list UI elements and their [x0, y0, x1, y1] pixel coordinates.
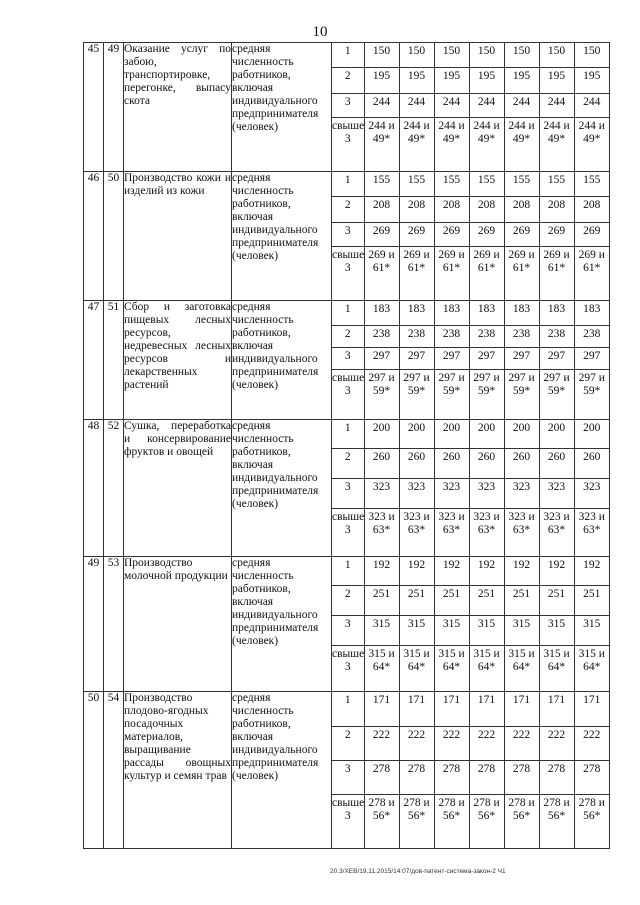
rate-value: 323 и 63* — [469, 508, 504, 556]
group-values-table — [332, 43, 609, 171]
rate-value: 208 — [434, 196, 469, 222]
rate-value: 278 и 56* — [434, 794, 469, 848]
rate-value: 260 — [399, 448, 434, 478]
physical-indicator: средняя численность работников, включая индивидуального предпринимателя (человек) — [232, 301, 332, 420]
table-row — [84, 172, 610, 301]
row-index: 50 — [84, 692, 104, 849]
activity-code: 54 — [104, 692, 124, 849]
rate-value: 208 — [399, 196, 434, 222]
rate-value: 155 — [469, 172, 504, 196]
rate-value: 192 — [469, 557, 504, 585]
rate-value: 244 — [364, 93, 399, 117]
employee-count-label: 2 — [332, 67, 364, 93]
rate-value: 155 — [434, 172, 469, 196]
activity-code: 53 — [104, 557, 124, 692]
rate-value: 238 — [364, 325, 399, 347]
rate-value: 150 — [469, 43, 504, 67]
rate-value: 183 — [399, 301, 434, 325]
employee-count-label: свыше 3 — [332, 645, 364, 691]
activity-code: 49 — [104, 43, 124, 172]
group-row — [332, 557, 609, 585]
table-row — [84, 301, 610, 420]
rate-value: 222 — [434, 726, 469, 760]
rate-value: 260 — [539, 448, 574, 478]
rate-value: 323 — [399, 478, 434, 508]
group-values-table — [332, 692, 609, 848]
group-row — [332, 301, 609, 325]
rate-value: 150 — [504, 43, 539, 67]
rate-value: 278 — [539, 760, 574, 794]
rate-value: 323 — [434, 478, 469, 508]
rate-value: 269 и 61* — [434, 246, 469, 300]
employee-count-label: 2 — [332, 196, 364, 222]
rate-value: 269 и 61* — [364, 246, 399, 300]
rate-value: 208 — [469, 196, 504, 222]
rate-value: 244 — [539, 93, 574, 117]
row-index: 49 — [84, 557, 104, 692]
rate-value: 278 и 56* — [399, 794, 434, 848]
rate-value: 208 — [574, 196, 609, 222]
rate-value: 315 — [574, 615, 609, 645]
rate-value: 200 — [539, 420, 574, 448]
employee-groups-cell — [332, 301, 610, 420]
rate-value: 238 — [574, 325, 609, 347]
rate-value: 323 и 63* — [574, 508, 609, 556]
group-row — [332, 117, 609, 171]
rate-value: 297 и 59* — [399, 369, 434, 419]
rate-value: 315 и 64* — [539, 645, 574, 691]
activity-name: Сбор и заготовка пищевых лесных ресурсов, недревесных лесных ресурсов и лекарственных растений — [124, 301, 232, 420]
employee-count-label: 1 — [332, 43, 364, 67]
tax-rates-table — [83, 42, 610, 849]
physical-indicator: средняя численность работников, включая индивидуального предпринимателя (человек) — [232, 420, 332, 557]
rate-value: 297 и 59* — [504, 369, 539, 419]
group-row — [332, 692, 609, 726]
rate-value: 150 — [574, 43, 609, 67]
employee-count-label: 3 — [332, 222, 364, 246]
rate-value: 323 — [504, 478, 539, 508]
rate-value: 278 — [434, 760, 469, 794]
rate-value: 251 — [574, 585, 609, 615]
rate-value: 269 и 61* — [504, 246, 539, 300]
rate-value: 260 — [469, 448, 504, 478]
rate-value: 200 — [399, 420, 434, 448]
employee-count-label: 1 — [332, 557, 364, 585]
table-row — [84, 43, 610, 172]
rate-value: 251 — [434, 585, 469, 615]
employee-groups-cell — [332, 420, 610, 557]
rate-value: 315 — [504, 615, 539, 645]
employee-count-label: 2 — [332, 325, 364, 347]
employee-count-label: 2 — [332, 585, 364, 615]
rate-value: 200 — [434, 420, 469, 448]
employee-groups-cell — [332, 43, 610, 172]
rate-value: 315 — [364, 615, 399, 645]
rate-value: 297 — [539, 347, 574, 369]
rate-value: 222 — [504, 726, 539, 760]
rate-value: 315 и 64* — [504, 645, 539, 691]
rate-value: 183 — [364, 301, 399, 325]
rate-value: 315 — [434, 615, 469, 645]
activity-name: Производство плодово-ягодных посадочных материалов, выращивание рассады овощных культур и семян трав — [124, 692, 232, 849]
rate-value: 192 — [399, 557, 434, 585]
rate-value: 208 — [504, 196, 539, 222]
rate-value: 278 — [469, 760, 504, 794]
group-row — [332, 478, 609, 508]
employee-count-label: 2 — [332, 726, 364, 760]
rate-value: 315 и 64* — [399, 645, 434, 691]
rate-value: 200 — [469, 420, 504, 448]
rate-value: 251 — [539, 585, 574, 615]
rate-value: 244 — [469, 93, 504, 117]
rate-value: 278 и 56* — [504, 794, 539, 848]
rate-value: 183 — [434, 301, 469, 325]
rate-value: 278 — [574, 760, 609, 794]
table-row — [84, 420, 610, 557]
rate-value: 315 — [399, 615, 434, 645]
rate-value: 297 — [399, 347, 434, 369]
rate-value: 297 — [504, 347, 539, 369]
rate-value: 251 — [469, 585, 504, 615]
employee-count-label: 1 — [332, 301, 364, 325]
physical-indicator: средняя численность работников, включая индивидуального предпринимателя (человек) — [232, 172, 332, 301]
rate-value: 183 — [504, 301, 539, 325]
rate-value: 150 — [399, 43, 434, 67]
rate-value: 244 и 49* — [469, 117, 504, 171]
group-row — [332, 420, 609, 448]
physical-indicator: средняя численность работников, включая индивидуального предпринимателя (человек) — [232, 692, 332, 849]
rate-value: 323 — [364, 478, 399, 508]
activity-name: Производство кожи и изделий из кожи — [124, 172, 232, 301]
table-row — [84, 692, 610, 849]
rate-value: 192 — [434, 557, 469, 585]
rate-value: 150 — [364, 43, 399, 67]
group-row — [332, 325, 609, 347]
rate-value: 244 и 49* — [434, 117, 469, 171]
employee-groups-cell — [332, 692, 610, 849]
rate-value: 222 — [539, 726, 574, 760]
rate-value: 297 и 59* — [539, 369, 574, 419]
rate-value: 269 и 61* — [399, 246, 434, 300]
rate-value: 244 и 49* — [399, 117, 434, 171]
table-row — [84, 557, 610, 692]
rate-value: 183 — [539, 301, 574, 325]
group-row — [332, 794, 609, 848]
rate-value: 269 — [504, 222, 539, 246]
rate-value: 195 — [364, 67, 399, 93]
rate-value: 183 — [574, 301, 609, 325]
rate-value: 200 — [364, 420, 399, 448]
employee-count-label: 3 — [332, 615, 364, 645]
rate-value: 192 — [504, 557, 539, 585]
rate-value: 278 — [399, 760, 434, 794]
rate-value: 238 — [434, 325, 469, 347]
rate-value: 323 и 63* — [399, 508, 434, 556]
rate-value: 260 — [504, 448, 539, 478]
rate-value: 278 — [504, 760, 539, 794]
employee-count-label: 1 — [332, 692, 364, 726]
rate-value: 244 и 49* — [364, 117, 399, 171]
rate-value: 323 и 63* — [434, 508, 469, 556]
page-number: 10 — [312, 24, 328, 40]
activity-name: Сушка, переработка и консервирование фруктов и овощей — [124, 420, 232, 557]
rate-value: 195 — [399, 67, 434, 93]
rate-value: 200 — [504, 420, 539, 448]
rate-value: 251 — [504, 585, 539, 615]
rate-value: 323 — [469, 478, 504, 508]
rate-value: 269 и 61* — [469, 246, 504, 300]
row-index: 47 — [84, 301, 104, 420]
rate-value: 195 — [469, 67, 504, 93]
rate-value: 269 — [399, 222, 434, 246]
rate-value: 260 — [364, 448, 399, 478]
rate-value: 155 — [399, 172, 434, 196]
group-values-table — [332, 172, 609, 300]
activity-code: 51 — [104, 301, 124, 420]
employee-count-label: свыше 3 — [332, 794, 364, 848]
rate-value: 269 и 61* — [539, 246, 574, 300]
rate-value: 251 — [364, 585, 399, 615]
rate-value: 315 — [469, 615, 504, 645]
group-row — [332, 508, 609, 556]
rate-value: 278 и 56* — [364, 794, 399, 848]
rate-value: 238 — [399, 325, 434, 347]
employee-count-label: свыше 3 — [332, 246, 364, 300]
activity-name: Оказание услуг по забою, транспортировке, перегонке, выпасу скота — [124, 43, 232, 172]
employee-count-label: 3 — [332, 760, 364, 794]
rate-value: 155 — [504, 172, 539, 196]
employee-count-label: 2 — [332, 448, 364, 478]
rate-value: 297 и 59* — [364, 369, 399, 419]
rate-value: 297 — [469, 347, 504, 369]
rate-value: 244 — [434, 93, 469, 117]
physical-indicator: средняя численность работников, включая индивидуального предпринимателя (человек) — [232, 43, 332, 172]
rate-value: 195 — [504, 67, 539, 93]
rate-value: 297 — [364, 347, 399, 369]
rate-value: 315 и 64* — [574, 645, 609, 691]
employee-count-label: 1 — [332, 420, 364, 448]
rate-value: 195 — [434, 67, 469, 93]
rate-value: 171 — [574, 692, 609, 726]
group-row — [332, 448, 609, 478]
rate-value: 244 и 49* — [574, 117, 609, 171]
group-row — [332, 196, 609, 222]
rate-value: 323 — [539, 478, 574, 508]
rate-value: 297 и 59* — [434, 369, 469, 419]
rate-value: 155 — [574, 172, 609, 196]
rate-value: 269 — [469, 222, 504, 246]
physical-indicator: средняя численность работников, включая индивидуального предпринимателя (человек) — [232, 557, 332, 692]
rate-value: 195 — [574, 67, 609, 93]
activity-code: 52 — [104, 420, 124, 557]
rate-value: 269 — [539, 222, 574, 246]
group-values-table — [332, 301, 609, 419]
group-row — [332, 93, 609, 117]
rate-value: 323 и 63* — [364, 508, 399, 556]
rate-value: 155 — [539, 172, 574, 196]
rate-value: 238 — [539, 325, 574, 347]
row-index: 48 — [84, 420, 104, 557]
employee-count-label: свыше 3 — [332, 508, 364, 556]
rate-value: 269 — [574, 222, 609, 246]
rate-value: 278 и 56* — [539, 794, 574, 848]
employee-count-label: 3 — [332, 93, 364, 117]
group-row — [332, 645, 609, 691]
employee-count-label: 3 — [332, 478, 364, 508]
rate-value: 278 — [364, 760, 399, 794]
rate-value: 315 и 64* — [469, 645, 504, 691]
rate-value: 155 — [364, 172, 399, 196]
rate-value: 278 и 56* — [469, 794, 504, 848]
rate-value: 238 — [504, 325, 539, 347]
activity-code: 50 — [104, 172, 124, 301]
group-row — [332, 67, 609, 93]
rate-value: 278 и 56* — [574, 794, 609, 848]
rate-value: 171 — [539, 692, 574, 726]
rate-value: 208 — [364, 196, 399, 222]
rate-value: 315 и 64* — [434, 645, 469, 691]
row-index: 45 — [84, 43, 104, 172]
employee-groups-cell — [332, 557, 610, 692]
rate-value: 222 — [574, 726, 609, 760]
rate-value: 323 и 63* — [539, 508, 574, 556]
rate-value: 244 и 49* — [504, 117, 539, 171]
group-row — [332, 726, 609, 760]
rate-value: 269 и 61* — [574, 246, 609, 300]
rate-value: 222 — [399, 726, 434, 760]
rate-value: 297 — [574, 347, 609, 369]
row-index: 46 — [84, 172, 104, 301]
group-row — [332, 369, 609, 419]
rate-value: 315 и 64* — [364, 645, 399, 691]
rate-value: 171 — [434, 692, 469, 726]
rate-value: 269 — [434, 222, 469, 246]
rate-value: 297 — [434, 347, 469, 369]
employee-count-label: 1 — [332, 172, 364, 196]
group-row — [332, 585, 609, 615]
rate-value: 297 и 59* — [574, 369, 609, 419]
rate-value: 192 — [364, 557, 399, 585]
rate-value: 315 — [539, 615, 574, 645]
rate-value: 171 — [504, 692, 539, 726]
employee-count-label: свыше 3 — [332, 369, 364, 419]
employee-groups-cell — [332, 172, 610, 301]
group-row — [332, 222, 609, 246]
group-row — [332, 760, 609, 794]
rate-value: 183 — [469, 301, 504, 325]
rate-value: 192 — [574, 557, 609, 585]
rate-value: 260 — [574, 448, 609, 478]
rate-value: 222 — [469, 726, 504, 760]
rate-value: 238 — [469, 325, 504, 347]
rate-value: 150 — [539, 43, 574, 67]
rate-value: 244 — [399, 93, 434, 117]
rate-value: 323 и 63* — [504, 508, 539, 556]
group-row — [332, 43, 609, 67]
rate-value: 195 — [539, 67, 574, 93]
rate-value: 260 — [434, 448, 469, 478]
rate-value: 150 — [434, 43, 469, 67]
rate-value: 269 — [364, 222, 399, 246]
rate-value: 323 — [574, 478, 609, 508]
group-row — [332, 172, 609, 196]
employee-count-label: свыше 3 — [332, 117, 364, 171]
rate-value: 192 — [539, 557, 574, 585]
group-values-table — [332, 557, 609, 691]
rate-value: 297 и 59* — [469, 369, 504, 419]
rate-value: 171 — [469, 692, 504, 726]
rate-value: 244 и 49* — [539, 117, 574, 171]
group-values-table — [332, 420, 609, 556]
group-row — [332, 246, 609, 300]
rate-value: 208 — [539, 196, 574, 222]
rate-value: 171 — [364, 692, 399, 726]
rate-value: 244 — [504, 93, 539, 117]
activity-name: Производство молочной продукции — [124, 557, 232, 692]
rate-value: 244 — [574, 93, 609, 117]
footer-doc-id: 20.3/ХЕВ/19.11.2015/14:07/дов-патент-система-закон-2 Ч1 — [330, 868, 506, 875]
rate-value: 171 — [399, 692, 434, 726]
rate-value: 251 — [399, 585, 434, 615]
group-row — [332, 347, 609, 369]
rate-value: 200 — [574, 420, 609, 448]
employee-count-label: 3 — [332, 347, 364, 369]
rate-value: 222 — [364, 726, 399, 760]
group-row — [332, 615, 609, 645]
